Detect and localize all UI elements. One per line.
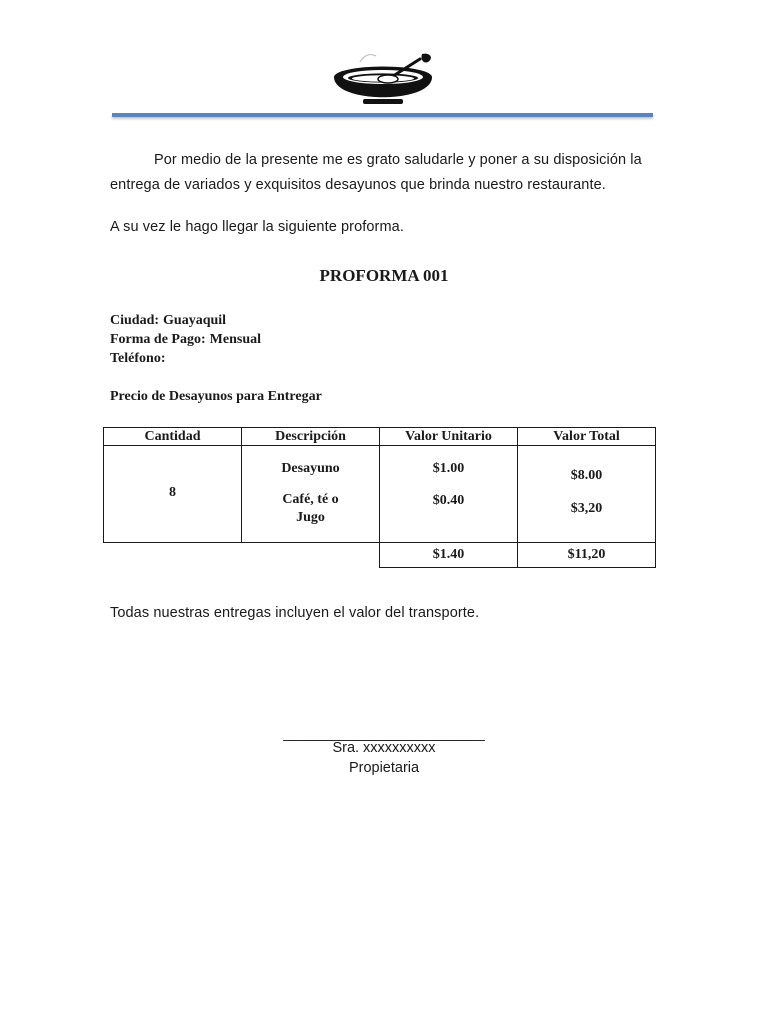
transport-note: Todas nuestras entregas incluyen el valor del transporte. (110, 605, 480, 621)
table-row (104, 446, 656, 543)
price-table (103, 427, 656, 568)
signature-line: _________________________ (283, 726, 485, 742)
unit-price-item-1: $1.00 (432, 461, 465, 476)
total-item-2: $3,20 (570, 501, 603, 516)
sum-unit-cell: $1.40 (380, 543, 518, 568)
intro-paragraph: Por medio de la presente me es grato saludarle y poner a su disposición la entrega de variados y exquisitos desayunos que brinda nuestro restaurante. (110, 152, 642, 193)
proforma-details (110, 311, 261, 368)
signer-name: Sra. xxxxxxxxxx (332, 740, 436, 756)
quantity-cell: 8 (169, 485, 176, 500)
header-divider (112, 113, 653, 117)
proforma-intro-paragraph: A su vez le hago llegar la siguiente proforma. (110, 219, 404, 235)
sum-total-cell: $11,20 (518, 543, 656, 568)
restaurant-bowl-logo (332, 50, 434, 112)
phone-line: Teléfono: (110, 351, 166, 366)
city-line: Ciudad: Guayaquil (110, 313, 227, 328)
header-total: Valor Total (553, 428, 620, 444)
document-title: PROFORMA 001 (319, 266, 449, 285)
header-unit-price: Valor Unitario (405, 428, 492, 444)
table-sum-row (104, 543, 656, 568)
unit-price-item-2: $0.40 (432, 493, 465, 508)
payment-line: Forma de Pago: Mensual (110, 332, 261, 347)
header-quantity: Cantidad (144, 428, 201, 444)
table-caption: Precio de Desayunos para Entregar (110, 389, 322, 404)
total-item-1: $8.00 (570, 468, 603, 483)
description-item-2: Café, té o Jugo (282, 492, 339, 525)
header-description: Descripción (275, 428, 346, 444)
description-item-1: Desayuno (281, 461, 340, 476)
signer-role: Propietaria (348, 760, 420, 776)
table-header-row (104, 428, 656, 446)
